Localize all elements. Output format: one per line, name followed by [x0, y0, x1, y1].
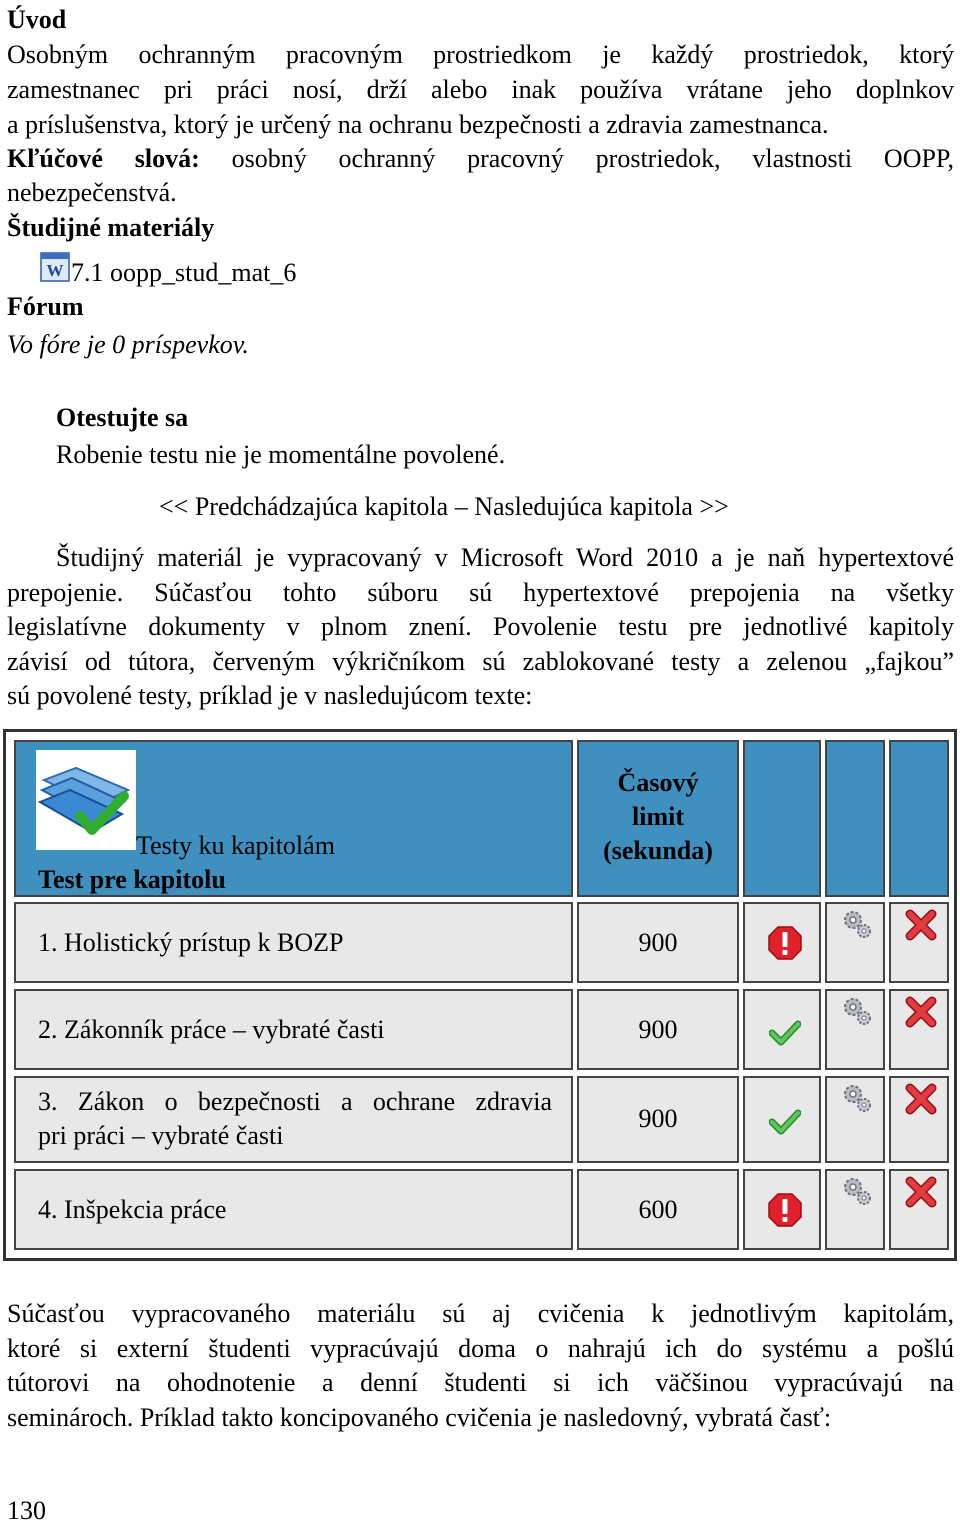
closing-line-3: tútorovi na ohodnotenie a denní študenti si ich väčšinou vypracúvajú na [7, 1368, 954, 1397]
delete-x-icon[interactable] [904, 995, 938, 1029]
note-line-2: prepojenie. Súčasťou tohto súboru sú hypertextové prepojenia na všetky [7, 578, 954, 607]
table-row-3-delete-cell [889, 1076, 949, 1163]
table-row-4-status-cell [743, 1169, 821, 1250]
closing-line-1: Súčasťou vypracovaného materiálu sú aj cvičenia k jednotlivým kapitolám, [7, 1299, 954, 1328]
table-row-1-status-cell [743, 902, 821, 983]
keywords-label: Kľúčové slová: [7, 144, 200, 173]
intro-heading: Úvod [7, 5, 67, 34]
table-row-3-status-cell [743, 1076, 821, 1163]
header-title: Testy ku kapitolám [136, 831, 335, 860]
closing-line-4: seminároch. Príklad takto koncipovaného cvičenia je nasledovný, vybratá časť: [7, 1403, 832, 1432]
header-settings-cell [825, 740, 885, 897]
note-line-3: legislatívne dokumenty v plnom znení. Povolenie testu pre jednotlivé kapitoly [7, 612, 954, 641]
allowed-check-icon[interactable] [769, 1019, 801, 1047]
table-row-2-status-cell [743, 989, 821, 1070]
table-row-1-delete-cell [889, 902, 949, 983]
table-row-2-delete-cell [889, 989, 949, 1070]
forum-text: Vo fóre je 0 príspevkov. [7, 330, 249, 359]
forum-heading: Fórum [7, 292, 84, 321]
delete-x-icon[interactable] [904, 1175, 938, 1209]
table-row-2-title-cell [14, 989, 573, 1070]
table-row-3-title-line-2[interactable]: pri práci – vybraté časti [38, 1121, 284, 1150]
table-row-1-limit-cell [577, 902, 739, 983]
page-number: 130 [7, 1496, 46, 1525]
blocked-exclamation-icon[interactable] [768, 926, 802, 960]
gears-icon[interactable] [841, 908, 873, 940]
keywords-line [7, 142, 954, 177]
test-status-text: Robenie testu nie je momentálne povolené. [56, 440, 506, 469]
table-row-1-title-cell [14, 902, 573, 983]
prev-chapter-link[interactable]: << Predchádzajúca kapitola [159, 492, 449, 521]
table-row-3-limit-cell [577, 1076, 739, 1163]
header-time-limit-line-2: limit [632, 802, 684, 831]
word-document-icon[interactable] [40, 252, 70, 282]
table-row-2-limit-cell [577, 989, 739, 1070]
delete-x-icon[interactable] [904, 908, 938, 942]
test-heading: Otestujte sa [56, 403, 189, 432]
header-delete-cell [889, 740, 949, 897]
intro-paragraph-line-2: zamestnanec pri práci nosí, drží alebo inak používa vrátane jeho doplnkov [7, 75, 954, 104]
table-row-1-title[interactable]: 1. Holistický prístup k BOZP [38, 928, 344, 957]
note-line-1: Študijný materiál je vypracovaný v Microsoft Word 2010 a je naň hypertextové [56, 543, 954, 572]
svg-text:W: W [46, 261, 64, 280]
closing-line-2: ktoré si externí študenti vypracúvajú doma o nahrajú ich do systému a pošlú [7, 1334, 954, 1363]
gears-icon[interactable] [841, 1082, 873, 1114]
keywords-text: osobný ochranný pracovný prostriedok, vlastnosti OOPP, [231, 144, 955, 173]
table-row-3-title-line-1[interactable]: 3. Zákon o bezpečnosti a ochrane zdravia [38, 1087, 552, 1116]
header-time-limit-cell [577, 740, 739, 897]
folder-check-icon [36, 750, 136, 850]
gears-icon[interactable] [841, 995, 873, 1027]
note-line-5: sú povolené testy, príklad je v nasledujúcom texte: [7, 681, 533, 710]
gears-icon[interactable] [841, 1175, 873, 1207]
quiz-table [3, 729, 957, 1261]
blocked-exclamation-icon[interactable] [768, 1193, 802, 1227]
intro-paragraph-line-3: a príslušenstva, ktorý je určený na ochranu bezpečnosti a zdravia zamestnanca. [7, 110, 829, 139]
intro-paragraph-line-1: Osobným ochranným pracovným prostriedkom je každý prostriedok, ktorý [7, 40, 954, 69]
materials-heading: Študijné materiály [7, 213, 215, 242]
next-chapter-link[interactable]: Nasledujúca kapitola >> [474, 492, 729, 521]
table-row-3-title-cell [14, 1076, 573, 1163]
header-time-limit-line-1: Časový [617, 768, 699, 797]
study-material-link[interactable]: 7.1 oopp_stud_mat_6 [71, 258, 297, 287]
table-row-4-settings-cell [825, 1169, 885, 1250]
header-time-limit-line-3: (sekunda) [603, 836, 713, 865]
table-row-1-settings-cell [825, 902, 885, 983]
note-line-4: závisí od tútora, červeným výkričníkom sú zablokované testy a zelenou „fajkou” [7, 647, 954, 676]
table-row-2-limit: 900 [638, 1015, 678, 1044]
header-col-test: Test pre kapitolu [38, 865, 226, 894]
table-row-3-settings-cell [825, 1076, 885, 1163]
table-row-4-delete-cell [889, 1169, 949, 1250]
table-row-4-limit-cell [577, 1169, 739, 1250]
header-status-cell [743, 740, 821, 897]
table-row-4-title[interactable]: 4. Inšpekcia práce [38, 1195, 227, 1224]
table-row-4-title-cell [14, 1169, 573, 1250]
keywords-text-line-2: nebezpečenstvá. [7, 178, 177, 207]
table-row-2-settings-cell [825, 989, 885, 1070]
table-row-4-limit: 600 [638, 1195, 678, 1224]
delete-x-icon[interactable] [904, 1082, 938, 1116]
table-row-3-limit: 900 [638, 1104, 678, 1133]
chapter-navigation [159, 490, 729, 524]
table-row-1-limit: 900 [638, 928, 678, 957]
table-row-2-title[interactable]: 2. Zákonník práce – vybraté časti [38, 1015, 385, 1044]
header-title-cell [14, 740, 573, 897]
allowed-check-icon[interactable] [769, 1108, 801, 1136]
nav-separator: – [454, 492, 468, 521]
